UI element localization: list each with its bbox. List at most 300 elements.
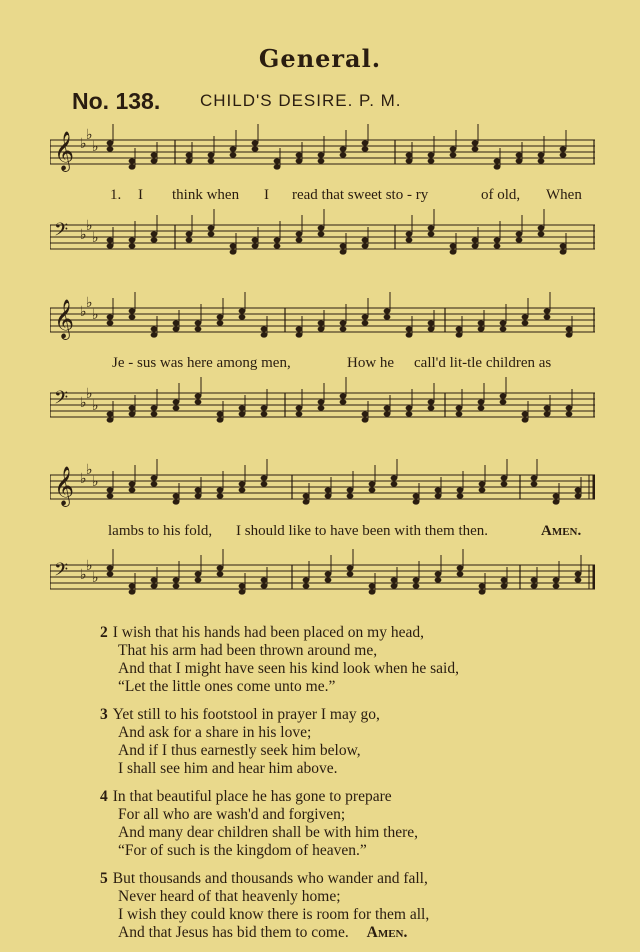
note-head-icon <box>217 487 224 492</box>
note-head-icon <box>494 164 501 169</box>
note-head-icon <box>107 237 114 242</box>
verse-line: And that I might have seen his kind look when he said, <box>118 660 459 677</box>
note-head-icon <box>239 411 246 416</box>
note-head-icon <box>501 475 508 480</box>
note-head-icon <box>230 249 237 254</box>
verse-line: For all who are wash'd and forgiven; <box>118 806 346 823</box>
note-head-icon <box>494 158 501 163</box>
note-head-icon <box>107 314 114 319</box>
verse-5 <box>100 870 620 942</box>
note-head-icon <box>107 140 114 145</box>
note-head-icon <box>195 320 202 325</box>
note-head-icon <box>560 146 567 151</box>
flat-icon: ♭ <box>92 139 99 155</box>
note-head-icon <box>544 314 551 319</box>
note-head-icon <box>566 411 573 416</box>
note-head-icon <box>318 158 325 163</box>
lyric-word: of old, <box>481 187 521 203</box>
note-head-icon <box>261 583 268 588</box>
note-head-icon <box>406 332 413 337</box>
note-head-icon <box>151 475 158 480</box>
note-head-icon <box>303 493 310 498</box>
note-head-icon <box>391 577 398 582</box>
note-head-icon <box>406 152 413 157</box>
note-head-icon <box>406 231 413 236</box>
note-head-icon <box>239 405 246 410</box>
treble-staff <box>50 124 595 172</box>
note-head-icon <box>522 417 529 422</box>
note-head-icon <box>318 326 325 331</box>
flat-icon: ♭ <box>92 307 99 323</box>
note-head-icon <box>516 231 523 236</box>
flat-icon: ♭ <box>80 471 87 487</box>
note-head-icon <box>217 571 224 576</box>
note-head-icon <box>107 493 114 498</box>
note-head-icon <box>472 243 479 248</box>
bass-clef-icon: 𝄢 <box>54 220 69 245</box>
note-head-icon <box>478 326 485 331</box>
note-head-icon <box>522 320 529 325</box>
note-head-icon <box>369 583 376 588</box>
note-head-icon <box>195 571 202 576</box>
note-head-icon <box>450 243 457 248</box>
note-head-icon <box>450 249 457 254</box>
note-head-icon <box>501 577 508 582</box>
note-head-icon <box>472 140 479 145</box>
note-head-icon <box>428 152 435 157</box>
verse-number: 3 <box>100 706 108 723</box>
note-head-icon <box>325 487 332 492</box>
note-head-icon <box>413 577 420 582</box>
note-head-icon <box>406 158 413 163</box>
amen-label: Amen. <box>366 924 408 941</box>
note-head-icon <box>553 493 560 498</box>
verse-line: I wish that his hands had been placed on my head, <box>112 624 424 641</box>
note-head-icon <box>230 152 237 157</box>
note-head-icon <box>362 320 369 325</box>
note-head-icon <box>318 320 325 325</box>
note-head-icon <box>129 158 136 163</box>
note-head-icon <box>296 405 303 410</box>
note-head-icon <box>531 475 538 480</box>
note-head-icon <box>384 314 391 319</box>
note-head-icon <box>575 577 582 582</box>
verses <box>100 624 620 952</box>
note-head-icon <box>303 583 310 588</box>
note-head-icon <box>274 164 281 169</box>
note-head-icon <box>318 405 325 410</box>
note-head-icon <box>186 158 193 163</box>
note-head-icon <box>261 332 268 337</box>
note-head-icon <box>239 481 246 486</box>
note-head-icon <box>252 140 259 145</box>
note-head-icon <box>494 243 501 248</box>
note-head-icon <box>560 243 567 248</box>
note-head-icon <box>500 326 507 331</box>
verse-line: I shall see him and hear him above. <box>118 760 338 777</box>
note-head-icon <box>318 231 325 236</box>
note-head-icon <box>195 326 202 331</box>
note-head-icon <box>369 487 376 492</box>
note-head-icon <box>151 152 158 157</box>
lyric-word: call'd lit-tle children as <box>414 355 552 371</box>
note-head-icon <box>129 308 136 313</box>
note-head-icon <box>479 481 486 486</box>
verse-line: And if I thus earnestly seek him below, <box>118 742 361 759</box>
note-head-icon <box>107 487 114 492</box>
note-head-icon <box>129 487 136 492</box>
note-head-icon <box>384 308 391 313</box>
note-head-icon <box>428 231 435 236</box>
flat-icon: ♭ <box>92 230 99 246</box>
note-head-icon <box>107 417 114 422</box>
note-head-icon <box>217 411 224 416</box>
note-head-icon <box>107 320 114 325</box>
note-head-icon <box>391 475 398 480</box>
note-head-icon <box>478 405 485 410</box>
note-head-icon <box>303 499 310 504</box>
note-head-icon <box>186 231 193 236</box>
note-head-icon <box>369 589 376 594</box>
note-head-icon <box>362 243 369 248</box>
note-head-icon <box>173 320 180 325</box>
flat-icon: ♭ <box>80 227 87 243</box>
note-head-icon <box>239 583 246 588</box>
flat-icon: ♭ <box>86 218 93 234</box>
bass-clef-icon: 𝄢 <box>54 388 69 413</box>
note-head-icon <box>538 231 545 236</box>
note-head-icon <box>544 411 551 416</box>
note-head-icon <box>531 481 538 486</box>
note-head-icon <box>340 326 347 331</box>
note-head-icon <box>239 308 246 313</box>
note-head-icon <box>173 499 180 504</box>
verse-2 <box>100 624 620 696</box>
note-head-icon <box>406 405 413 410</box>
bass-staff <box>50 549 595 595</box>
note-head-icon <box>566 332 573 337</box>
note-head-icon <box>129 243 136 248</box>
flat-icon: ♭ <box>86 127 93 143</box>
note-head-icon <box>151 481 158 486</box>
note-head-icon <box>456 326 463 331</box>
note-head-icon <box>107 146 114 151</box>
note-head-icon <box>478 320 485 325</box>
flat-icon: ♭ <box>86 462 93 478</box>
note-head-icon <box>261 481 268 486</box>
flat-icon: ♭ <box>92 474 99 490</box>
note-head-icon <box>173 493 180 498</box>
verse-line: “For of such is the kingdom of heaven.” <box>118 842 367 859</box>
flat-icon: ♭ <box>86 295 93 311</box>
note-head-icon <box>129 405 136 410</box>
note-head-icon <box>413 493 420 498</box>
note-head-icon <box>296 158 303 163</box>
note-head-icon <box>340 243 347 248</box>
note-head-icon <box>340 393 347 398</box>
flat-icon: ♭ <box>86 558 93 574</box>
note-head-icon <box>560 249 567 254</box>
note-head-icon <box>151 332 158 337</box>
note-head-icon <box>296 332 303 337</box>
note-head-icon <box>151 231 158 236</box>
flat-icon: ♭ <box>92 570 99 586</box>
note-head-icon <box>195 493 202 498</box>
treble-staff <box>50 292 595 340</box>
note-head-icon <box>413 499 420 504</box>
amen-label: Amen. <box>541 523 582 539</box>
note-head-icon <box>173 326 180 331</box>
treble-clef-icon: 𝄞 <box>54 299 75 339</box>
note-head-icon <box>362 411 369 416</box>
note-head-icon <box>575 487 582 492</box>
note-head-icon <box>347 487 354 492</box>
verse-line: “Let the little ones come unto me.” <box>118 678 336 695</box>
lyric-word: think when <box>172 187 240 203</box>
note-head-icon <box>107 571 114 576</box>
note-head-icon <box>435 577 442 582</box>
note-head-icon <box>406 326 413 331</box>
note-head-icon <box>531 577 538 582</box>
note-head-icon <box>252 237 259 242</box>
note-head-icon <box>107 411 114 416</box>
note-head-icon <box>296 326 303 331</box>
flat-icon: ♭ <box>80 567 87 583</box>
note-head-icon <box>435 493 442 498</box>
note-head-icon <box>173 583 180 588</box>
note-head-icon <box>501 583 508 588</box>
note-head-icon <box>428 405 435 410</box>
note-head-icon <box>362 417 369 422</box>
note-head-icon <box>217 493 224 498</box>
note-head-icon <box>261 326 268 331</box>
note-head-icon <box>406 237 413 242</box>
note-head-icon <box>413 583 420 588</box>
flat-icon: ♭ <box>80 136 87 152</box>
note-head-icon <box>151 237 158 242</box>
note-head-icon <box>129 237 136 242</box>
note-head-icon <box>435 487 442 492</box>
note-head-icon <box>252 243 259 248</box>
note-head-icon <box>560 152 567 157</box>
verse-4 <box>100 788 620 860</box>
note-head-icon <box>472 146 479 151</box>
note-head-icon <box>472 237 479 242</box>
note-head-icon <box>107 243 114 248</box>
hymn-title: CHILD'S DESIRE. P. M. <box>200 91 402 110</box>
note-head-icon <box>129 314 136 319</box>
note-head-icon <box>230 146 237 151</box>
note-head-icon <box>261 475 268 480</box>
note-head-icon <box>252 146 259 151</box>
note-head-icon <box>479 583 486 588</box>
note-head-icon <box>195 487 202 492</box>
note-head-icon <box>239 589 246 594</box>
verse-number: 2 <box>100 624 108 641</box>
note-head-icon <box>107 565 114 570</box>
note-head-icon <box>274 237 281 242</box>
note-head-icon <box>479 487 486 492</box>
note-head-icon <box>544 308 551 313</box>
note-head-icon <box>230 243 237 248</box>
lyric-word: How he <box>347 355 395 371</box>
note-head-icon <box>575 493 582 498</box>
note-head-icon <box>362 314 369 319</box>
lyric-word: read that sweet sto - ry <box>292 187 429 203</box>
note-head-icon <box>500 320 507 325</box>
note-head-icon <box>428 158 435 163</box>
verse-3 <box>100 706 620 778</box>
note-head-icon <box>303 577 310 582</box>
note-head-icon <box>457 487 464 492</box>
note-head-icon <box>553 499 560 504</box>
note-head-icon <box>239 314 246 319</box>
note-head-icon <box>553 577 560 582</box>
note-head-icon <box>173 577 180 582</box>
note-head-icon <box>531 583 538 588</box>
flat-icon: ♭ <box>80 304 87 320</box>
note-head-icon <box>456 411 463 416</box>
treble-staff <box>50 459 595 507</box>
note-head-icon <box>340 320 347 325</box>
note-head-icon <box>516 152 523 157</box>
lyric-verse-number: 1. <box>110 187 122 203</box>
note-head-icon <box>544 405 551 410</box>
verse-line: And that Jesus has bid them to come. <box>118 924 349 941</box>
note-head-icon <box>186 152 193 157</box>
bass-staff <box>50 377 595 423</box>
note-head-icon <box>208 225 215 230</box>
note-head-icon <box>522 314 529 319</box>
note-head-icon <box>428 399 435 404</box>
note-head-icon <box>347 565 354 570</box>
lyric-word: I <box>138 187 143 203</box>
note-head-icon <box>478 399 485 404</box>
note-head-icon <box>428 320 435 325</box>
note-head-icon <box>208 158 215 163</box>
note-head-icon <box>186 237 193 242</box>
treble-clef-icon: 𝄞 <box>54 131 75 171</box>
note-head-icon <box>516 158 523 163</box>
note-head-icon <box>340 399 347 404</box>
note-head-icon <box>340 146 347 151</box>
note-head-icon <box>151 577 158 582</box>
note-head-icon <box>500 393 507 398</box>
note-head-icon <box>522 411 529 416</box>
note-head-icon <box>296 152 303 157</box>
verse-line: I wish they could know there is room for them all, <box>118 906 430 923</box>
lyric-word: lambs to his fold, <box>108 523 213 539</box>
note-head-icon <box>457 565 464 570</box>
note-head-icon <box>274 158 281 163</box>
verse-number: 4 <box>100 788 108 805</box>
note-head-icon <box>501 481 508 486</box>
note-head-icon <box>566 405 573 410</box>
verse-line: In that beautiful place he has gone to prepare <box>112 788 392 805</box>
note-head-icon <box>195 393 202 398</box>
lyric-word: I <box>264 187 269 203</box>
note-head-icon <box>296 411 303 416</box>
note-head-icon <box>195 577 202 582</box>
note-head-icon <box>129 583 136 588</box>
note-head-icon <box>479 589 486 594</box>
lyric-word: I should like to have been with them then. <box>236 523 489 539</box>
note-head-icon <box>325 571 332 576</box>
note-head-icon <box>369 481 376 486</box>
note-head-icon <box>456 332 463 337</box>
note-head-icon <box>325 577 332 582</box>
verse-line: And many dear children shall be with him there, <box>118 824 419 841</box>
note-head-icon <box>435 571 442 576</box>
treble-clef-icon: 𝄞 <box>54 466 75 506</box>
note-head-icon <box>575 571 582 576</box>
note-head-icon <box>406 411 413 416</box>
note-head-icon <box>428 225 435 230</box>
note-head-icon <box>151 583 158 588</box>
hymn-number: No. 138. <box>72 88 161 114</box>
note-head-icon <box>538 152 545 157</box>
flat-icon: ♭ <box>92 398 99 414</box>
note-head-icon <box>340 249 347 254</box>
note-head-icon <box>261 405 268 410</box>
note-head-icon <box>261 577 268 582</box>
note-head-icon <box>318 399 325 404</box>
note-head-icon <box>129 481 136 486</box>
note-head-icon <box>384 411 391 416</box>
note-head-icon <box>450 152 457 157</box>
verse-line: Never heard of that heavenly home; <box>118 888 341 905</box>
note-head-icon <box>261 411 268 416</box>
note-head-icon <box>208 231 215 236</box>
note-head-icon <box>129 589 136 594</box>
note-head-icon <box>494 237 501 242</box>
note-head-icon <box>217 314 224 319</box>
lyric-word: Je - sus was here among men, <box>112 355 291 371</box>
note-head-icon <box>362 146 369 151</box>
note-head-icon <box>274 243 281 248</box>
note-head-icon <box>566 326 573 331</box>
note-head-icon <box>450 146 457 151</box>
note-head-icon <box>538 225 545 230</box>
note-head-icon <box>538 158 545 163</box>
note-head-icon <box>428 326 435 331</box>
note-head-icon <box>347 493 354 498</box>
note-head-icon <box>239 487 246 492</box>
note-head-icon <box>362 237 369 242</box>
note-head-icon <box>151 158 158 163</box>
note-head-icon <box>391 583 398 588</box>
section-header: General. <box>258 44 382 73</box>
note-head-icon <box>129 164 136 169</box>
note-head-icon <box>151 411 158 416</box>
note-head-icon <box>362 140 369 145</box>
note-head-icon <box>340 152 347 157</box>
verse-line: That his arm had been thrown around me, <box>118 642 378 659</box>
note-head-icon <box>553 583 560 588</box>
verse-number: 5 <box>100 870 108 887</box>
note-head-icon <box>296 231 303 236</box>
note-head-icon <box>457 493 464 498</box>
note-head-icon <box>173 399 180 404</box>
flat-icon: ♭ <box>86 386 93 402</box>
note-head-icon <box>391 481 398 486</box>
note-head-icon <box>217 417 224 422</box>
note-head-icon <box>384 405 391 410</box>
note-head-icon <box>318 152 325 157</box>
note-head-icon <box>173 405 180 410</box>
lyric-word: When <box>546 187 582 203</box>
note-head-icon <box>456 405 463 410</box>
